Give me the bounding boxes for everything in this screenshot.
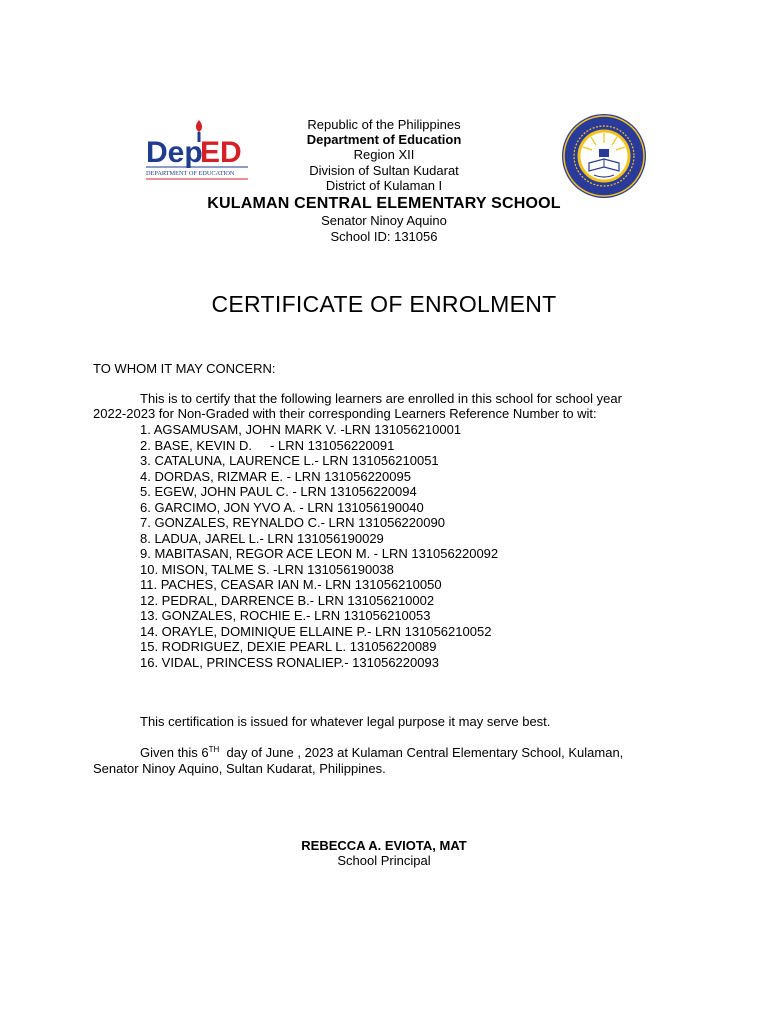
intro-line-2: 2022-2023 for Non-Graded with their corresponding Learners Reference Number to wit: xyxy=(93,406,597,421)
signatory-name: REBECCA A. EVIOTA, MAT xyxy=(301,838,467,853)
header-department: Department of Education xyxy=(306,132,462,147)
header-municipality: Senator Ninoy Aquino xyxy=(321,213,447,228)
salutation: TO WHOM IT MAY CONCERN: xyxy=(93,361,276,376)
header-division: Division of Sultan Kudarat xyxy=(309,163,459,178)
list-item: 1. AGSAMUSAM, JOHN MARK V. -LRN 131056210001 xyxy=(140,422,462,437)
given-ordinal: TH xyxy=(208,745,220,754)
list-item: 13. GONZALES, ROCHIE E.- LRN 131056210053 xyxy=(140,608,431,623)
list-item: 6. GARCIMO, JON YVO A. - LRN 131056190040 xyxy=(140,499,424,515)
school-name: KULAMAN CENTRAL ELEMENTARY SCHOOL xyxy=(207,195,561,212)
list-item: 12. PEDRAL, DARRENCE B.- LRN 131056210002 xyxy=(140,592,435,608)
list-item: 9. MABITASAN, REGOR ACE LEON M. - LRN 131056220092 xyxy=(140,546,499,561)
list-item: 8. LADUA, JAREL L.- LRN 131056190029 xyxy=(140,530,384,546)
learner-list xyxy=(140,422,498,670)
list-item: 4. DORDAS, RIZMAR E. - LRN 131056220095 xyxy=(140,468,411,484)
signatory-position: School Principal xyxy=(337,853,431,868)
list-item: 2. BASE, KEVIN D. - LRN 131056220091 xyxy=(140,437,395,453)
list-item: 10. MISON, TALME S. -LRN 131056190038 xyxy=(140,561,394,577)
given-statement xyxy=(140,745,623,761)
deped-logo-subtitle: DEPARTMENT OF EDUCATION xyxy=(146,170,235,177)
header-school-id: School ID: 131056 xyxy=(330,229,438,244)
purpose-statement: This certification is issued for whatever legal purpose it may serve best. xyxy=(140,714,551,729)
header-district: District of Kulaman I xyxy=(325,178,443,193)
list-item: 14. ORAYLE, DOMINIQUE ELLAINE P.- LRN 131056210052 xyxy=(140,623,492,639)
list-item: 3. CATALUNA, LAURENCE L.- LRN 131056210051 xyxy=(140,453,439,468)
header-republic: Republic of the Philippines xyxy=(307,117,461,132)
list-item: 16. VIDAL, PRINCESS RONALIEP.- 131056220093 xyxy=(140,654,439,670)
list-item: 5. EGEW, JOHN PAUL C. - LRN 131056220094 xyxy=(140,484,417,499)
header-region: Region XII xyxy=(353,147,415,162)
list-item: 15. RODRIGUEZ, DEXIE PEARL L. 131056220089 xyxy=(140,639,437,654)
list-item: 7. GONZALES, REYNALDO C.- LRN 131056220090 xyxy=(140,515,445,530)
given-line-2: Senator Ninoy Aquino, Sultan Kudarat, Philippines. xyxy=(93,761,386,776)
list-item: 11. PACHES, CEASAR IAN M.- LRN 131056210050 xyxy=(140,577,442,592)
deped-logo-dep: Dep xyxy=(146,136,203,169)
given-prefix: Given this 6 xyxy=(140,745,209,760)
given-suffix: day of June , 2023 at Kulaman Central Elementary School, Kulaman, xyxy=(219,745,624,760)
deped-logo-ed: ED xyxy=(200,136,242,169)
document-title: CERTIFICATE OF ENROLMENT xyxy=(211,291,557,317)
intro-line-1: This is to certify that the following learners are enrolled in this school for school year xyxy=(140,391,622,406)
